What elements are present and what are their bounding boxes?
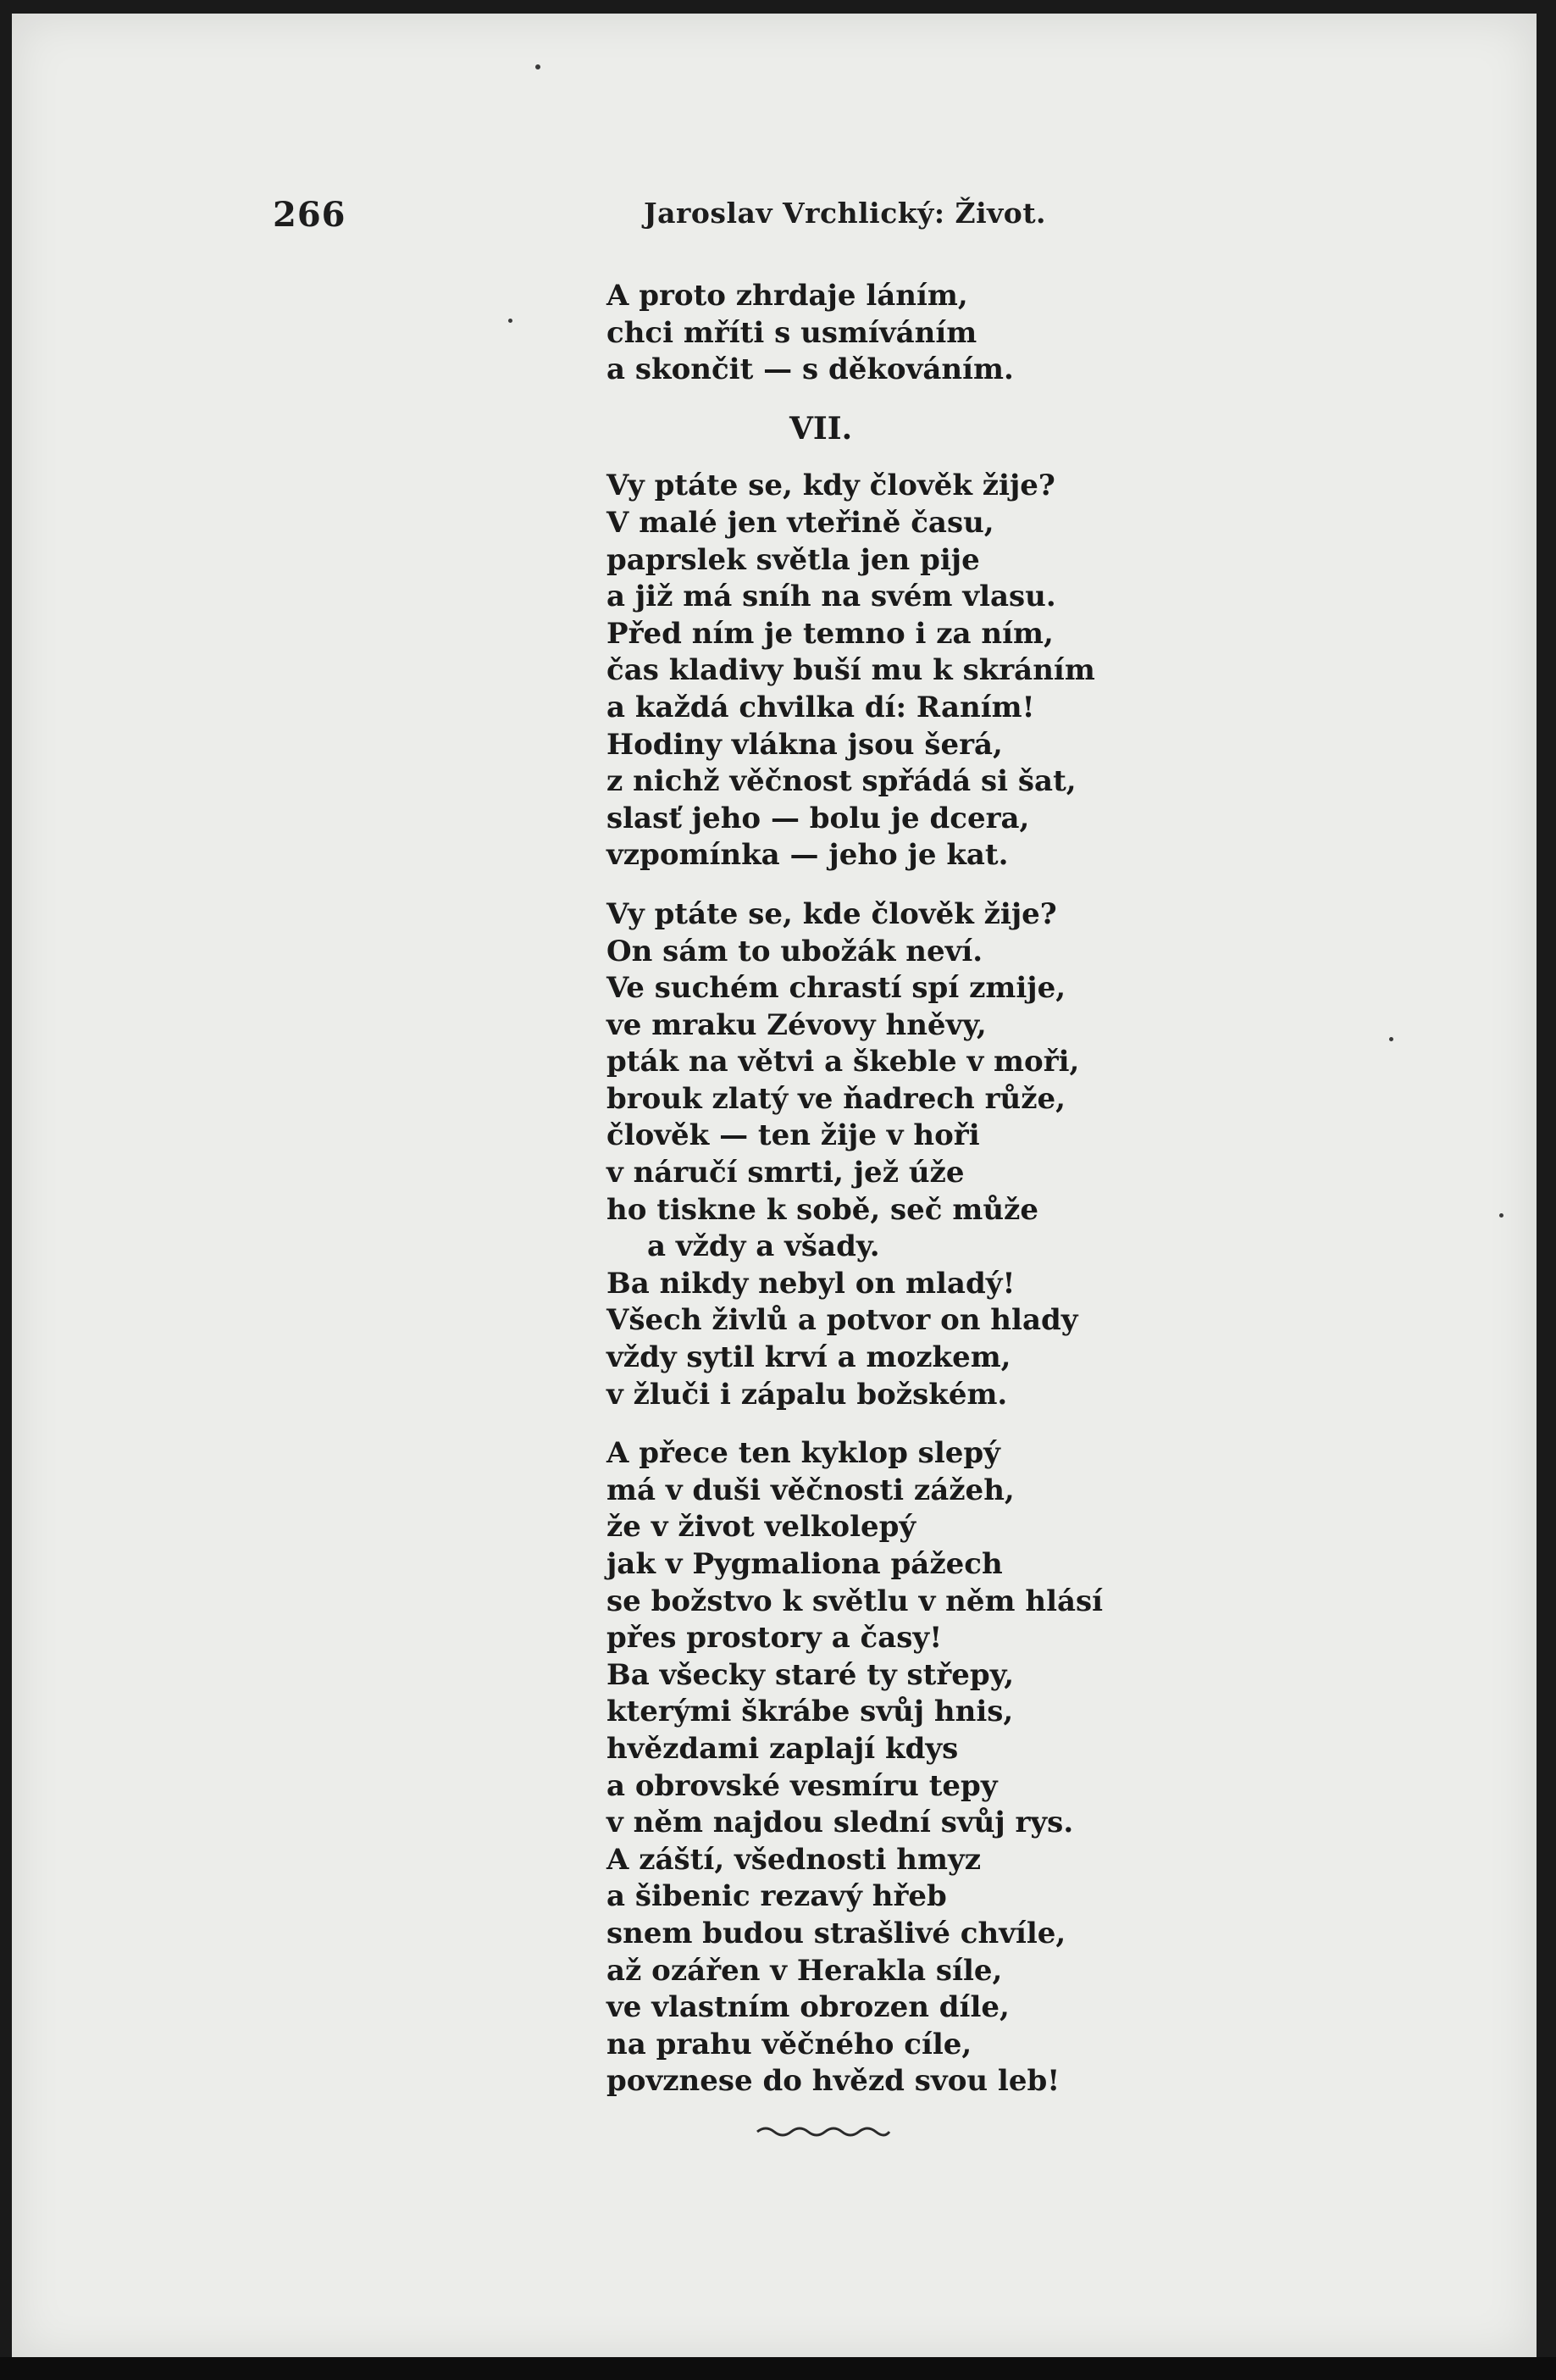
poem-line: a již má sníh na svém vlasu. <box>606 580 1056 614</box>
poem-line: A přece ten kyklop slepý <box>606 1436 1000 1471</box>
poem-line: paprslek světla jen pije <box>606 542 980 577</box>
poem-line: Vy ptáte se, kde člověk žije? <box>606 896 1057 931</box>
running-head: Jaroslav Vrchlický: Život. <box>644 197 1047 230</box>
poem-line: a každá chvilka dí: Raním! <box>606 690 1035 724</box>
poem-line: On sám to ubožák neví. <box>606 934 983 968</box>
poem-line: a skončit — s děkováním. <box>606 352 1014 387</box>
dust-speck <box>508 319 512 323</box>
poem-line: v žluči i zápalu božském. <box>606 1377 1008 1412</box>
poem-line: ho tiskne k sobě, seč může <box>606 1192 1038 1227</box>
poem-line: že v život velkolepý <box>606 1510 916 1545</box>
poem-line: A záští, všednosti hmyz <box>606 1842 982 1877</box>
poem-line: ve vlastním obrozen díle, <box>606 1990 1010 2025</box>
poem-line: a šibenic rezavý hřeb <box>606 1879 947 1914</box>
poem-line: chci mříti s usmíváním <box>606 315 977 350</box>
poem-line: hvězdami zaplají kdys <box>606 1731 959 1766</box>
poem-line: Vy ptáte se, kdy člověk žije? <box>606 469 1055 503</box>
poem-line: na prahu věčného cíle, <box>606 2027 972 2061</box>
poem-line: povznese do hvězd svou leb! <box>606 2064 1060 2099</box>
poem-line: z nichž věčnost spřádá si šat, <box>606 764 1077 799</box>
poem-line: V malé jen vteřině času, <box>606 505 994 540</box>
poem-line: Ve suchém chrastí spí zmije, <box>606 971 1066 1006</box>
poem-line: A proto zhrdaje láním, <box>606 279 968 313</box>
poem-line: Ba nikdy nebyl on mladý! <box>606 1266 1016 1301</box>
poem-line: se božstvo k světlu v něm hlásí <box>606 1584 1104 1618</box>
poem-body <box>606 278 1199 2100</box>
poem-line: vzpomínka — jeho je kat. <box>606 838 1009 873</box>
stanza-1 <box>606 468 1199 874</box>
poem-line: a vždy a všady. <box>647 1229 880 1264</box>
poem-line: až ozářen v Herakla síle, <box>606 1953 1003 1988</box>
poem-line: snem budou strašlivé chvíle, <box>606 1916 1066 1950</box>
end-ornament-icon <box>756 2125 891 2139</box>
poem-line: Ba všecky staré ty střepy, <box>606 1657 1015 1692</box>
opening-stanza <box>606 278 1199 389</box>
poem-line: ve mraku Zévovy hněvy, <box>606 1007 987 1042</box>
poem-line: v něm najdou slední svůj rys. <box>606 1806 1074 1840</box>
scan-bottom-edge <box>0 2357 1556 2380</box>
poem-line: člověk — ten žije v hoři <box>606 1118 980 1153</box>
stanza-3 <box>606 1435 1199 2100</box>
poem-line: a obrovské vesmíru tepy <box>606 1768 998 1803</box>
poem-line: slasť jeho — bolu je dcera, <box>606 801 1030 835</box>
poem-line: v náručí smrti, jež úže <box>606 1156 965 1190</box>
section-heading: VII. <box>789 410 853 447</box>
poem-line: kterými škrábe svůj hnis, <box>606 1695 1014 1729</box>
poem-line: čas kladivy buší mu k skráním <box>606 653 1095 688</box>
stanza-2 <box>606 896 1199 1413</box>
page-number: 266 <box>273 195 346 235</box>
poem-line: má v duši věčnosti zážeh, <box>606 1473 1015 1507</box>
poem-line: Před ním je temno i za ním, <box>606 616 1054 651</box>
poem-line: jak v Pygmaliona pážech <box>606 1547 1003 1581</box>
poem-line: brouk zlatý ve ňadrech růže, <box>606 1081 1066 1116</box>
poem-line: Všech živlů a potvor on hlady <box>606 1303 1078 1338</box>
poem-line: vždy sytil krví a mozkem, <box>606 1340 1011 1375</box>
dust-speck <box>1499 1213 1503 1218</box>
poem-line: přes prostory a časy! <box>606 1621 943 1656</box>
poem-line: pták na větvi a škeble v moři, <box>606 1045 1080 1079</box>
dust-speck <box>535 64 540 69</box>
dust-speck <box>1389 1037 1393 1041</box>
poem-line: Hodiny vlákna jsou šerá, <box>606 727 1003 762</box>
